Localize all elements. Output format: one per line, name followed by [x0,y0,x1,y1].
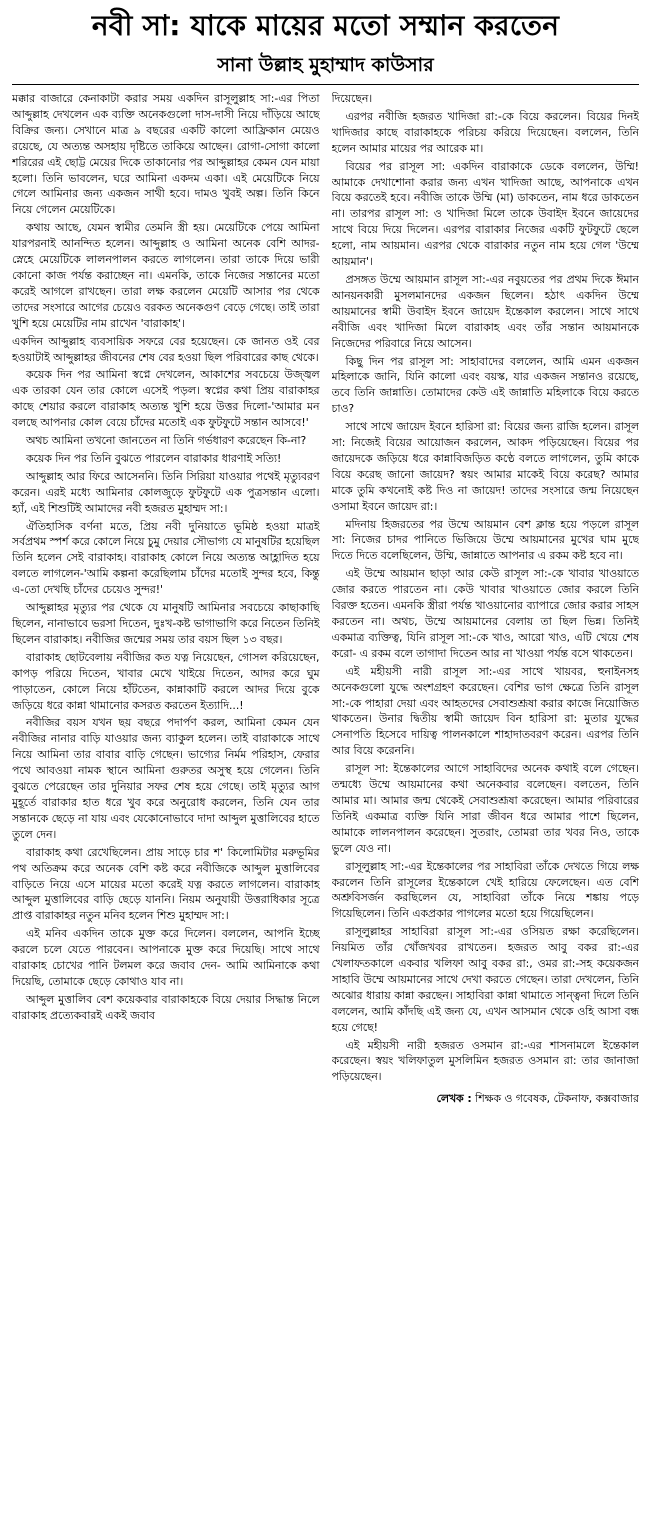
paragraph: কয়েক দিন পর আমিনা স্বপ্নে দেখলেন, আকাশের সবচেয়ে উজ্জ্বল এক তারকা যেন তার কোলে এসেই পড়ল। স্বপ্নের কথা প্রিয় বারাকাহর কাছে শেয়ার করলে বারাকাহ অত্যন্ত খুশি হয়ে উত্তর দিলো-'আমার মন বলছে আপনার কোল বেয়ে চাঁদের মতোই এক ফুটফুটে সন্তান আসবে!' [12,368,320,430]
paragraph: কয়েক দিন পর তিনি বুঝতে পারলেন বারাকার ধারণাই সত্যি! [26,451,282,465]
paragraph: অথচ আমিনা তখনো জানতেন না তিনি গর্ভধারণ করেছেন কি-না? [26,434,307,448]
paragraph: কিছু দিন পর রাসূল সা: সাহাবাদের বললেন, আমি এমন একজন মহিলাকে জানি, যিনি কালো এবং বয়স্ক, যার একজন সন্তানও রয়েছে, তবে তিনি জান্নাতি। তোমাদের কেউ এই জান্নাতি মহিলাকে বিয়ে করতে চাও? [331,354,639,416]
paragraph: এই উম্মে আয়মান ছাড়া আর কেউ রাসূল সা:-কে খাবার খাওয়াতে জোর করতে পারতেন না। কেউ খাবার খাওয়াতে জোর করলে তিনি বিরক্ত হতেন। এমনকি স্ত্রীরা পর্যন্ত খাওয়ানোর ব্যাপারে জোর করার সাহস করতেন না। অথচ, উম্মে আয়মানের বেলায় তা ছিল ভিন্ন। তিনিই একমাত্র ব্যক্তিত্ব, যিনি রাসূল সা:-কে খাও, আরো খাও, এটি খেয়ে শেষ করো- এ রকম বলে তাগাদা দিতেন আর না খাওয়া পর্যন্ত বসে থাকতেন। [331,567,639,660]
article-body [12,91,639,1536]
paragraph: এই মহীয়সী নারী হজরত ওসমান রা:-এর শাসনামলে ইন্তেকাল করেছেন। স্বয়ং খলিফাতুল মুসলিমিন হজরত ওসমান রা: তার জানাজা পড়িয়েছেন। [331,1038,639,1084]
paragraph: রাসূলুল্লাহর সাহাবিরা রাসূল সা:-এর ওসিয়ত রক্ষা করেছিলেন। নিয়মিত তাঁর খোঁজখবর রাখতেন। হজরত আবু বকর রা:-এর খেলাফতকালে একবার খলিফা আবু বকর রা:, ওমর রা:-সহ কয়েকজন সাহাবি উম্মে আয়মানের সাথে দেখা করতে গেছেন। তারা দেখলেন, তিনি অঝোর ধারায় কান্না করছেন। সাহাবিরা কান্না থামাতে সান্ত্বনা দিলে তিনি বললেন, আমি কাঁদছি এই জন্য যে, এখন আসমান থেকে ওহি আসা বন্ধ হয়ে গেছে! [331,925,639,1034]
paragraph: দিয়েছেন। [331,92,373,105]
title-divider [12,84,639,85]
paragraph: একদিন আব্দুল্লাহ ব্যবসায়িক সফরে বের হয়েছেন। কে জানত ওই বের হওয়াটাই আব্দুল্লাহর জীবনের শেষ বের হওয়া ছিল পরিবারের কাছ থেকে। [12,334,320,364]
article-title: নবী সা: যাকে মায়ের মতো সম্মান করতেন [91,9,560,42]
author-note-text: শিক্ষক ও গবেষক, টেকনাফ, কক্সবাজার [475,1092,639,1106]
paragraph: বারাকাহ ছোটবেলায় নবীজির কত যত্ন নিয়েছেন, গোসল করিয়েছেন, কাপড় পরিয়ে দিতেন, খাবার মেখে খাইয়ে দিতেন, আদর করে ঘুম পাড়াতেন, কোলে নিয়ে হাঁটতেন, কান্নাকাটি করলে আদর দিয়ে বুকে জড়িয়ে ধরে কান্না থামানোর কসরত করতেন ইত্যাদি...! [12,650,320,712]
paragraph: ঐতিহাসিক বর্ণনা মতে, প্রিয় নবী দুনিয়াতে ভূমিষ্ঠ হওয়া মাত্রই সর্বপ্রথম স্পর্শ করে কোলে নিয়ে চুমু দেয়ার সৌভাগ্য যে মানুষটির হয়েছিল তিনি হলেন সেই বারাকাহ। বারাকাহ কোলে নিয়ে অত্যন্ত আহ্লাদিত হয়ে বলতে লাগলেন-'আমি কল্পনা করেছিলাম চাঁদের মতোই সুন্দর হবে, কিন্তু এ-তো দেখছি চাঁদের চেয়েও সুন্দর!' [12,519,320,597]
paragraph: এই মনিব একদিন তাকে মুক্ত করে দিলেন। বললেন, আপনি ইচ্ছে করলে চলে যেতে পারবেন। আপনাকে মুক্ত করে দিয়েছি। সাথে সাথে বারাকাহ চোখের পানি টলমল করে জবাব দেন- আমি আমিনাকে কথা দিয়েছি, তোমাকে ছেড়ে কোথাও যাব না। [12,927,320,988]
paragraph: রাসূলুল্লাহ সা:-এর ইন্তেকালের পর সাহাবিরা তাঁকে দেখতে গিয়ে লক্ষ করলেন তিনি রাসূলের ইন্তেকালে খেই হারিয়ে ফেলেছেন। এত বেশি অশ্রুবিসর্জন করছিলেন যে, সাহাবিরা তাঁকে নিয়ে শঙ্কায় পড়ে গিয়েছিলেন। তিনি একপ্রকার পাগলের মতো হয়ে গিয়েছিলেন। [331,859,639,921]
left-column [12,91,320,1536]
paragraph: রাসূল সা: ইন্তেকালের আগে সাহাবিদের অনেক কথাই বলে গেছেন। তন্মধ্যে উম্মে আয়মানের কথা অনেকবার বলেছেন। বলতেন, তিনি আমার মা। আমার জন্ম থেকেই সেবাশুশ্রূষা করেছেন। আমার পরিবারের তিনিই একমাত্র ব্যক্তি যিনি সারা জীবন ধরে আমার পাশে ছিলেন, আমাকে লালনপালন করেছেন। সুতরাং, তোমরা তার খবর নিও, তাকে ভুলে যেও না। [331,762,639,855]
paragraph: আব্দুল্লাহ আর ফিরে আসেননি। তিনি সিরিয়া যাওয়ার পথেই মৃত্যুবরণ করেন। এরই মধ্যে আমিনার কোলজুড়ে ফুটফুটে এক পুত্রসন্তান এলো। হ্যাঁ, এই শিশুটিই আমাদের নবী হজরত মুহাম্মদ সা:। [12,469,320,515]
paragraph: এরপর নবীজি হজরত খাদিজা রা:-কে বিয়ে করলেন। বিয়ের দিনই খাদিজার কাছে বারাকাহকে পরিচয় করিয়ে দিয়েছেন। বললেন, তিনি হলেন আমার মায়ের পর আরেক মা। [331,109,639,155]
paragraph: সাথে সাথে জায়েদ ইবনে হারিসা রা: বিয়ের জন্য রাজি হলেন। রাসূল সা: নিজেই বিয়ের আয়োজন করলেন, আকদ পড়িয়েছেন। বিয়ের পর জায়েদকে জড়িয়ে ধরে কান্নাবিজড়িত কণ্ঠে বলতে লাগলেন, তুমি কাকে বিয়ে করেছ জানো জায়েদ? স্বয়ং আমার মাকেই বিয়ে করেছ? আমার মাকে তুমি কখনোই কষ্ট দিও না জায়েদ! তাদের সংসারে জন্ম নিয়েছেন ওসামা ইবনে জায়েদ রা:। [331,420,639,513]
paragraph: বিয়ের পর রাসূল সা: একদিন বারাকাকে ডেকে বললেন, উম্মি! আমাকে দেখাশোনা করার জন্য এখন খাদিজা আছে, আপনাকে এখন বিয়ে করতেই হবে। নবীজি তাকে উম্মি (মা) ডাকতেন, নাম ধরে ডাকতেন না। তারপর রাসূল সা: ও খাদিজা মিলে তাকে উবাইদ ইবনে জায়েদের সাথে বিয়ে দিয়ে দিলেন। এরপর বারাকার নিজের একটি ফুটফুটে ছেলে হলো, নাম আয়মান। এরপর থেকে বারাকার নতুন নাম হয়ে গেল 'উম্মে আয়মান'। [331,159,639,269]
paragraph: বারাকাহ কথা রেখেছিলেন। প্রায় সাড়ে চার শ' কিলোমিটার মরুভূমির পথ অতিক্রম করে অনেক বেশি কষ্ট করে নবীজিকে আব্দুল মুত্তালিবের বাড়িতে নিয়ে এসে মায়ের মতো করেই যত্ন করতে লাগলেন। বারাকাহ আব্দুল মুত্তালিবের বাড়ি ছেড়ে যাননি। নিয়ম অনুযায়ী উত্তরাধিকার সূত্রে প্রাপ্ত বারাকাহর নতুন মনিব হলেন শিশু মুহাম্মদ সা:। [12,845,320,923]
author-note [332,1091,640,1107]
paragraph: মদিনায় হিজরতের পর উম্মে আয়মান বেশ ক্লান্ত হয়ে পড়লে রাসূল সা: নিজের চাদর পানিতে ভিজিয়ে উম্মে আয়মানের মুখের ঘাম মুছে দিতে দিতে বলেছিলেন, উম্মি, জান্নাতে আপনার এ রকম কষ্ট হবে না। [331,517,639,563]
paragraph: প্রসঙ্গত উম্মে আয়মান রাসূল সা:-এর নবুয়তের পর প্রথম দিকে ঈমান আনয়নকারী মুসলমানদের একজন ছিলেন। হঠাৎ একদিন উম্মে আয়মানের স্বামী উবাইদ ইবনে জায়েদ ইন্তেকাল করলেন। সাথে সাথে নবীজি এবং খাদিজা মিলে বারাকাহ এবং তাঁর সন্তান আয়মানকে নিজেদের পরিবারে নিয়ে আসেন। [331,272,639,350]
paragraph: আব্দুল্লাহর মৃত্যুর পর থেকে যে মানুষটি আমিনার সবচেয়ে কাছাকাছি ছিলেন, নানাভাবে ভরসা দিতেন, দুঃখ-কষ্ট ভাগাভাগি করে নিতেন তিনিই ছিলেন বারাকাহ। নবীজির জন্মের সময় তার বয়স ছিল ১৩ বছর। [12,601,320,646]
author-byline: সানা উল্লাহ মুহাম্মাদ কাউসার [217,54,434,76]
author-note-label: লেখক : [436,1092,472,1106]
paragraph: কথায় আছে, যেমন স্বামীর তেমনি স্ত্রী হয়। মেয়েটিকে পেয়ে আমিনা যারপরনাই আনন্দিত হলেন। আব্দুল্লাহ ও আমিনা অনেক বেশি আদর-স্নেহে মেয়েটিকে লালনপালন করতে লাগলেন। তারা তাকে দিয়ে ভারী কোনো কাজ পর্যন্ত করাচ্ছেন না। এমনকি, তাকে নিজের সন্তানের মতো করেই আগলে রাখছেন। তারা লক্ষ করলেন মেয়েটি আসার পর থেকে তাদের সংসারে আগের চেয়েও বরকত অনেকগুণ বেড়ে গেছে। তাই তারা খুশি হয়ে মেয়েটির নাম রাখেন 'বারাকাহ'। [12,221,320,330]
paragraph: আব্দুল মুত্তালিব বেশ কয়েকবার বারাকাহকে বিয়ে দেয়ার সিদ্ধান্ত নিলে বারাকাহ প্রত্যেকবারই একই জবাব [12,992,320,1022]
paragraph: মক্কার বাজারে কেনাকাটা করার সময় একদিন রাসূলুল্লাহ সা:-এর পিতা আব্দুল্লাহ দেখলেন এক ব্যক্তি অনেকগুলো দাস-দাসী নিয়ে দাঁড়িয়ে আছে বিক্রির জন্য। সেখানে মাত্র ৯ বছরের একটি কালো আফ্রিকান মেয়েও রয়েছে, যে অত্যন্ত অসহায় দৃষ্টিতে তাকিয়ে আছেন। রোগা-সোগা কালো শরিরের এই ছোট্ট মেয়ের দিকে তাকানোর পর আব্দুল্লাহর কেমন যেন মায়া হলো। তিনি ভাবলেন, ঘরে আমিনা একদম একা। এই মেয়েটিকে নিয়ে গেলে আমিনার জন্য একজন সাথী হবে। দামও খুবই অল্প। তিনি কিনে নিয়ে গেলেন মেয়েটিকে। [12,92,320,217]
paragraph: এই মহীয়সী নারী রাসূল সা:-এর সাথে খায়বর, হুনাইনসহ অনেকগুলো যুদ্ধে অংশগ্রহণ করেছেন। বেশির ভাগ ক্ষেত্রে তিনি রাসূল সা:-কে পাহারা দেয়া এবং আহতদের সেবাশুশ্রূষা করার কাজে নিয়োজিত থাকতেন। উনার দ্বিতীয় স্বামী জায়েদ বিন হারিসা রা: মুতার যুদ্ধের সেনাপতি হিসেবে দায়িত্ব পালনকালে শাহাদাতবরণ করেন। এরপর তিনি আর বিয়ে করেননি। [331,664,639,758]
paragraph: নবীজির বয়স যখন ছয় বছরে পদার্পণ করল, আমিনা কেমন যেন নবীজির নানার বাড়ি যাওয়ার জন্য ব্যাকুল হলেন। তাই বারাকাকে সাথে নিয়ে আমিনা তার বাবার বাড়ি গেছেন। ভাগ্যের নির্মম পরিহাস, ফেরার পথে আবওয়া নামক স্থানে আমিনা গুরুতর অসুস্থ হয়ে গেলেন। তিনি বুঝতে পেরেছেন তার দুনিয়ার সফর শেষ হয়ে গেছে। তাই মৃত্যুর আগ মুহূর্তে বারাকার হাত ধরে খুব করে অনুরোধ করলেন, তিনি যেন তার সন্তানকে ছেড়ে না যায় এবং যেকোনোভাবে দাদা আব্দুল মুত্তালিবের হাতে তুলে দেন। [12,716,320,841]
right-column [332,91,640,1536]
